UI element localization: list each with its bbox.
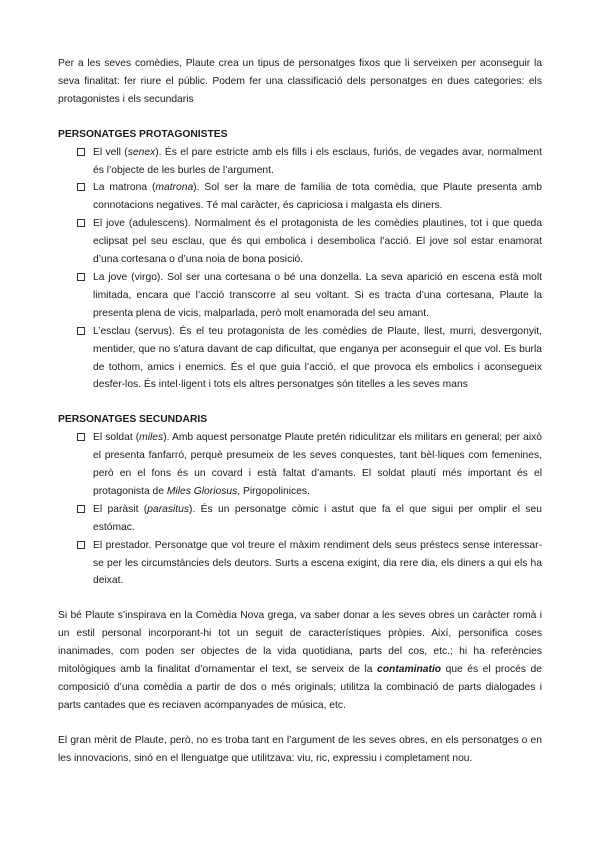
checkbox-icon bbox=[77, 505, 85, 513]
secondary-heading: PERSONATGES SECUNDARIS bbox=[58, 414, 208, 426]
secondary-section bbox=[58, 411, 542, 590]
list-item: El jove (adulescens). Normalment és el protagonista de les comèdies plautines, tot i que queda eclipsat pel seu esclau, que és qui embolica i desembolica l’acció. El jove sol estar enamorat d’una cortesana o d’una noia de bona posició. bbox=[58, 215, 542, 269]
list-item: El paràsit (parasitus). És un personatge còmic i astut que fa el que sigui per omplir el seu estómac. bbox=[58, 501, 542, 537]
checkbox-icon bbox=[77, 327, 85, 335]
body-paragraph: Si bé Plaute s’inspirava en la Comèdia Nova grega, va saber donar a les seves obres un caràcter romà i un estil personal incorporant-hi tot un seguit de característiques pròpies. Així, personifica coses inanimades, com poden ser objectes de la vida quotidiana, parts del cos, etc.; hi ha referències mitològiques amb la finalitat d’ornamentar el text, se serveix de la contaminatio que és el procés de composició d’una comèdia a partir de dos o més originals; utilitza la combinació de parts dialogades i parts cantades que es reciaven acompanyades de música, etc. bbox=[58, 610, 542, 711]
checkbox-icon bbox=[77, 273, 85, 281]
list-item: L’esclau (servus). És el teu protagonista de les comèdies de Plaute, llest, murri, desvergonyit, mentider, que no s’atura davant de cap dificultat, que enganya per aconseguir el que vol. Es burla de tothom, amics i enemics. És el que guia l’acció, el que provoca els embolics i aconsegueix desfer-los. És intel·ligent i tots els altres personatges són titelles a les seves mans bbox=[58, 323, 542, 395]
checkbox-icon bbox=[77, 148, 85, 156]
list-item: El prestador. Personatge que vol treure el màxim rendiment dels seus préstecs sense interessar-se per les circumstàncies dels deutors. Surts a escena exigint, dia rere dia, els diners a qui els ha deixat. bbox=[58, 537, 542, 591]
checkbox-icon bbox=[77, 219, 85, 227]
list-item: La jove (virgo). Sol ser una cortesana o bé una donzella. La seva aparició en escena està molt limitada, encara que l’acció transcorre al seu voltant. Si es tracta d’una cortesana, Plaute la presenta plena de vicis, malparlada, però molt enamorada del seu amant. bbox=[58, 269, 542, 323]
document-page bbox=[58, 55, 542, 785]
protagonists-section bbox=[58, 126, 542, 395]
protagonists-heading: PERSONATGES PROTAGONISTES bbox=[58, 128, 228, 140]
list-item: El vell (senex). És el pare estricte amb els fills i els esclaus, furiós, de vegades avar, normalment és l’objecte de les burles de l’argument. bbox=[58, 144, 542, 180]
intro-paragraph: Per a les seves comèdies, Plaute crea un tipus de personatges fixos que li serveixen per aconseguir la seva finalitat: fer riure el públic. Podem fer una classificació dels personatges en dues categories: els protagonistes i els secundaris bbox=[58, 58, 542, 105]
protagonists-list bbox=[58, 144, 542, 395]
closing-paragraph: El gran mèrit de Plaute, però, no es troba tant en l’argument de les seves obres, en els personatges o en les innovacions, sinó en el llenguatge que utilitzava: viu, ric, expressiu i completament nou. bbox=[58, 734, 542, 764]
list-item: El soldat (miles). Amb aquest personatge Plaute pretén ridiculitzar els militars en general; per això el presenta fanfarró, perquè presumeix de les seves conquestes, tant bèl·liques com femenines, però en el fons és un covard i està faltat d’amants. El soldat plautí més important és el protagonista de Miles Gloriosus, Pirgopolinices. bbox=[58, 429, 542, 501]
checkbox-icon bbox=[77, 541, 85, 549]
secondary-list bbox=[58, 429, 542, 590]
list-item: La matrona (matrona). Sol ser la mare de família de tota comèdia, que Plaute presenta amb connotacions negatives. Té mal caràcter, és capriciosa i malgasta els diners. bbox=[58, 179, 542, 215]
checkbox-icon bbox=[77, 433, 85, 441]
checkbox-icon bbox=[77, 183, 85, 191]
